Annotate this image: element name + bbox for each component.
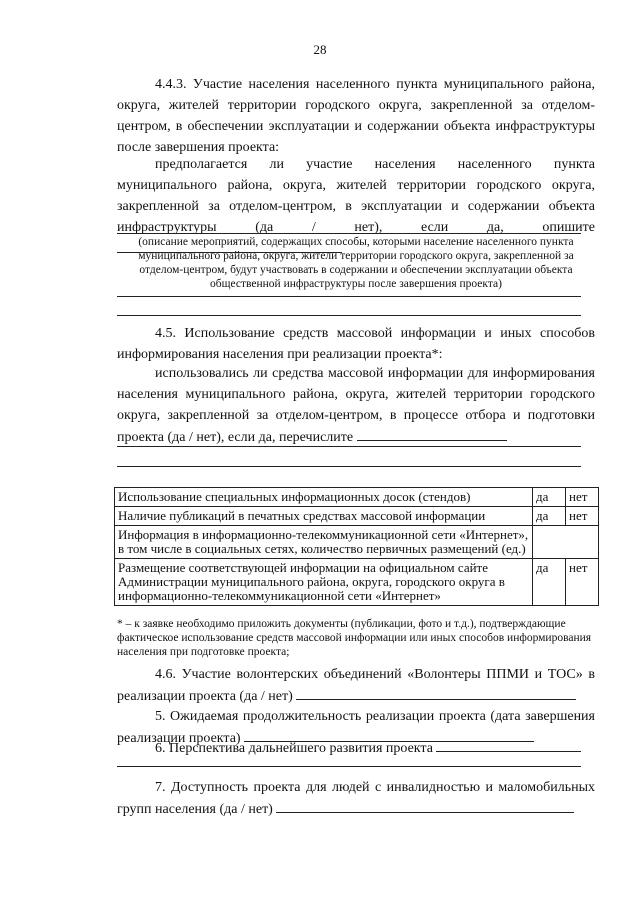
answer-line-4-4-3-c[interactable] bbox=[117, 296, 581, 297]
section-4-4-3-caption: (описание мероприятий, содержащих способы, которыми население населенного пункта муниципального района, округа, жители территории городского округа, закрепленной за отделом-центром, будут участвовать в содержании и обеспечении эксплуатации объекта общественной инфраструктуры после завершения проекта) bbox=[138, 236, 574, 290]
section-6 bbox=[117, 737, 595, 759]
section-6-text: 6. Перспектива дальнейшего развития проекта bbox=[155, 741, 433, 756]
answer-line-6-b[interactable] bbox=[117, 766, 581, 767]
answer-line-4-6[interactable] bbox=[296, 685, 576, 700]
table-cell-count[interactable] bbox=[533, 526, 599, 559]
section-4-5-heading: 4.5. Использование средств массовой информации и иных способов информирования населения при реализации проекта*: bbox=[117, 326, 595, 362]
section-4-4-3-question-text: предполагается ли участие населения населенного пункта муниципального района, округа, жителей территории городского округа, закрепленной за отделом-центром, в эксплуатации и содержании объекта инфраструктуры (да / нет), если да, опишите bbox=[117, 157, 595, 235]
table-cell-label: Наличие публикаций в печатных средствах массовой информации bbox=[115, 507, 533, 526]
table-cell-no[interactable]: нет bbox=[566, 559, 599, 606]
answer-line-4-5-c[interactable] bbox=[117, 466, 581, 467]
section-5-text: 5. Ожидаемая продолжительность реализации проекта (дата завершения реализации проекта) bbox=[117, 709, 595, 746]
answer-line-6[interactable] bbox=[436, 737, 581, 752]
section-4-6 bbox=[117, 664, 595, 707]
table-cell-no[interactable]: нет bbox=[566, 488, 599, 507]
answer-line-7[interactable] bbox=[276, 798, 574, 813]
section-7 bbox=[117, 777, 595, 820]
table-row bbox=[115, 488, 599, 507]
table-cell-label: Информация в информационно-телекоммуникационной сети «Интернет», в том числе в социальных сетях, количество первичных размещений (ед.) bbox=[115, 526, 533, 559]
table-cell-yes[interactable]: да bbox=[533, 559, 566, 606]
section-4-5-question bbox=[117, 363, 595, 448]
section-4-5-question-text: использовались ли средства массовой информации для информирования населения муниципального района, округа, жителей территории городского округа, закрепленной за отделом-центром, в процессе отбора и подготовки проекта (да / нет), если да, перечислите bbox=[117, 366, 595, 445]
section-7-text: 7. Доступность проекта для людей с инвалидностью и маломобильных групп населения (да / нет) bbox=[117, 780, 595, 817]
section-4-6-text: 4.6. Участие волонтерских объединений «Волонтеры ППМИ и ТОС» в реализации проекта (да / нет) bbox=[117, 667, 595, 704]
answer-line-4-5[interactable] bbox=[357, 426, 507, 441]
section-4-4-3-heading: 4.4.3. Участие населения населенного пункта муниципального района, округа, жителей территории городского округа, закрепленной за отделом-центром, в обеспечении эксплуатации и содержании объекта инфраструктуры после завершения проекта: bbox=[117, 77, 595, 155]
media-usage-table bbox=[114, 487, 599, 606]
page-number: 28 bbox=[313, 42, 327, 57]
table-cell-yes[interactable]: да bbox=[533, 488, 566, 507]
footnote: * – к заявке необходимо приложить документы (публикации, фото и т.д.), подтверждающие фактическое использование средств массовой информации или иных способов информирования населения при подготовке проекта; bbox=[117, 618, 592, 658]
table-cell-label: Использование специальных информационных досок (стендов) bbox=[115, 488, 533, 507]
table-row bbox=[115, 507, 599, 526]
answer-line-4-5-b[interactable] bbox=[117, 446, 581, 447]
table-cell-yes[interactable]: да bbox=[533, 507, 566, 526]
table-cell-label: Размещение соответствующей информации на официальном сайте Администрации муниципального района, округа, городского округа в информационно-телекоммуникационной сети «Интернет» bbox=[115, 559, 533, 606]
answer-line-4-4-3-b[interactable] bbox=[117, 233, 581, 234]
table-cell-no[interactable]: нет bbox=[566, 507, 599, 526]
answer-line-4-4-3-d[interactable] bbox=[117, 315, 581, 316]
table-row bbox=[115, 526, 599, 559]
table-row bbox=[115, 559, 599, 606]
